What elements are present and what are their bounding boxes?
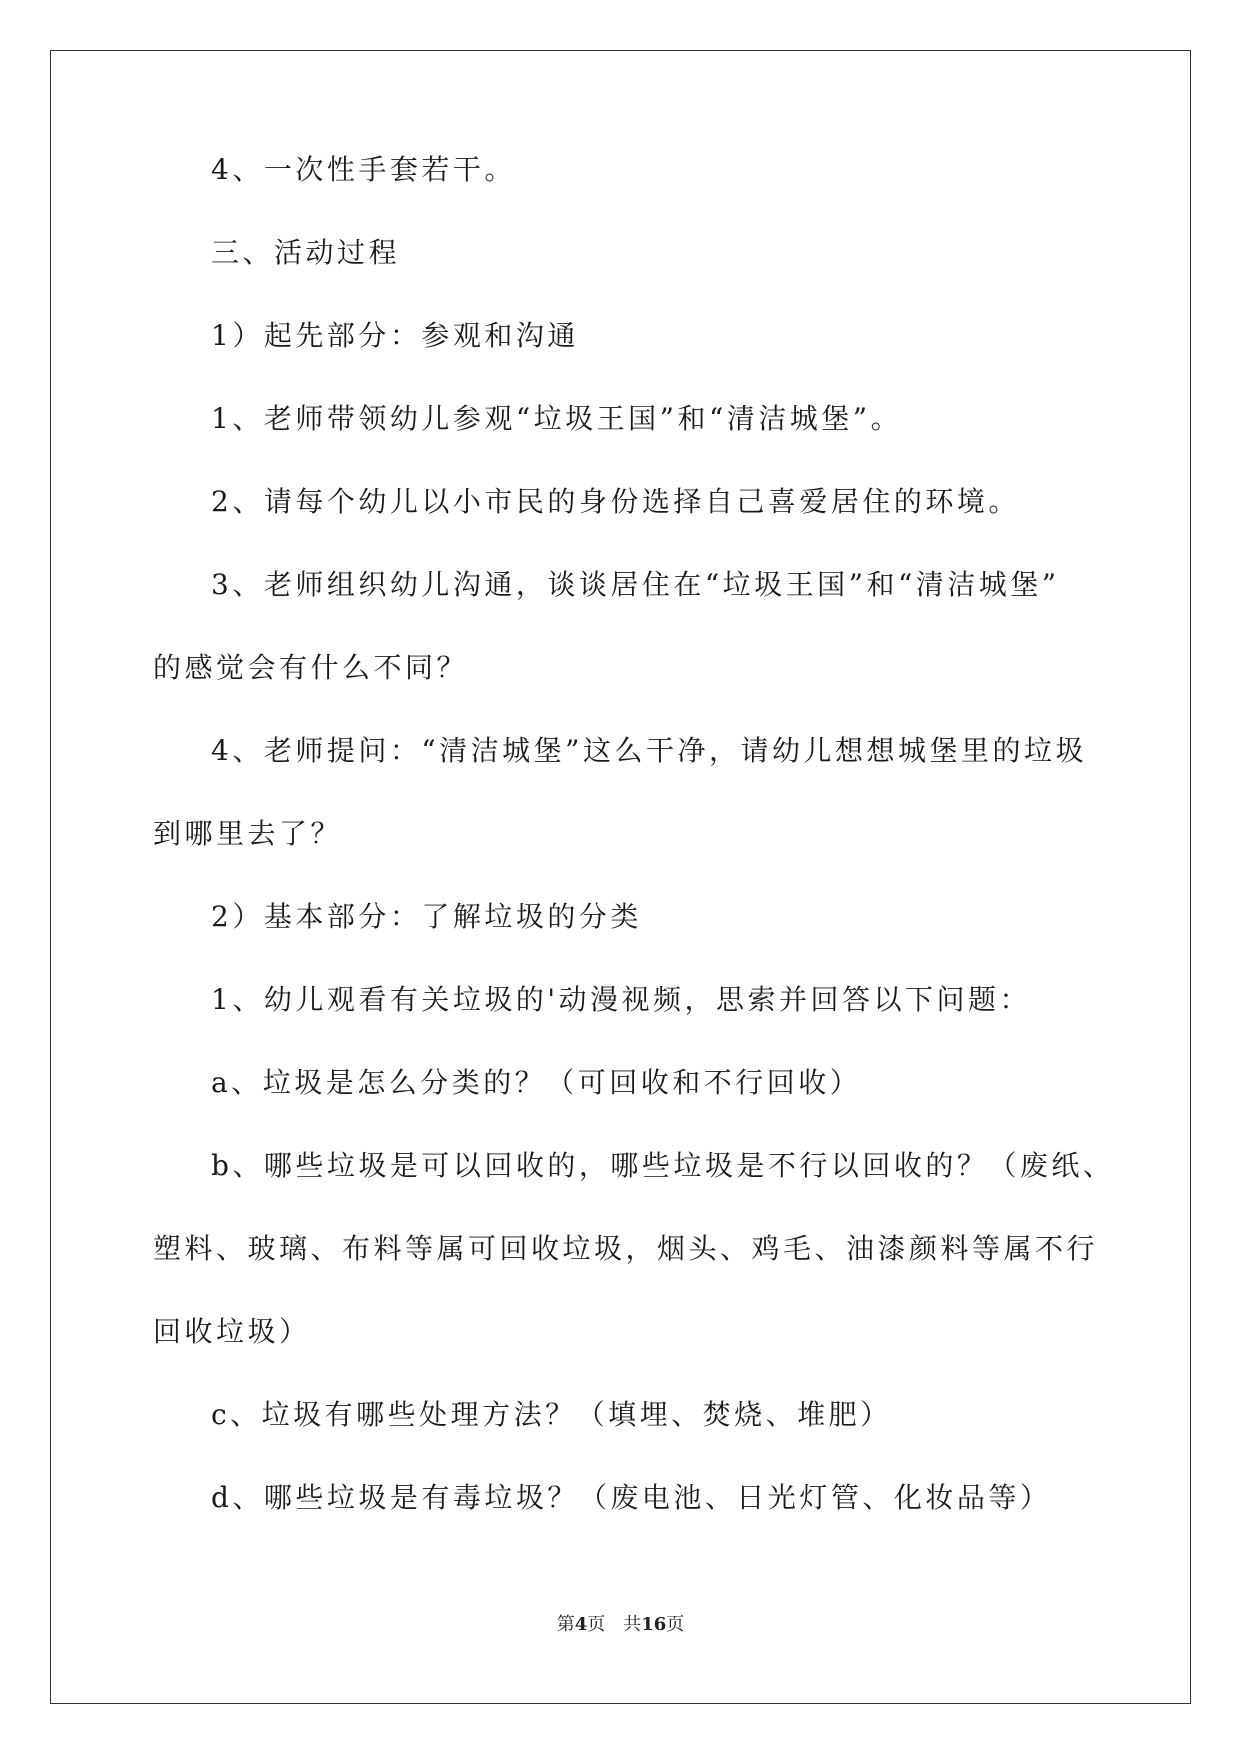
subsection-heading: 1）起先部分：参观和沟通 [211,319,579,352]
page-footer [0,1610,1241,1636]
page-suffix: 页 [587,1614,606,1635]
paragraph-line: c、垃圾有哪些处理方法？（填埋、焚烧、堆肥） [211,1398,892,1431]
paragraph-line: 3、老师组织幼儿沟通，谈谈居住在“垃圾王国”和“清洁城堡” [211,568,1060,601]
paragraph-line: 的感觉会有什么不同？ [153,651,469,684]
subsection-heading: 2）基本部分：了解垃圾的分类 [211,900,642,933]
paragraph-line: 2、请每个幼儿以小市民的身份选择自己喜爱居住的环境。 [211,485,1020,518]
paragraph-line: 到哪里去了？ [153,817,343,850]
paragraph-line: d、哪些垃圾是有毒垃圾？（废电池、日光灯管、化妆品等） [211,1481,1052,1514]
paragraph-line: 4、一次性手套若干。 [211,153,516,186]
paragraph-line: 塑料、玻璃、布料等属可回收垃圾，烟头、鸡毛、油漆颜料等属不行 [153,1232,1099,1265]
paragraph-line: 4、老师提问：“清洁城堡”这么干净，请幼儿想想城堡里的垃圾 [211,734,1087,767]
paragraph-line: a、垃圾是怎么分类的？（可回收和不行回收） [211,1066,862,1099]
paragraph-line: 回收垃圾） [153,1315,311,1348]
paragraph-line: 1、老师带领幼儿参观“垃圾王国”和“清洁城堡”。 [211,402,903,435]
total-pages: 16 [641,1614,667,1635]
total-suffix: 页 [666,1614,685,1635]
paragraph-line: b、哪些垃圾是可以回收的，哪些垃圾是不行以回收的？（废纸、 [211,1149,1115,1182]
page-number: 4 [574,1614,588,1635]
paragraph-line: 1、幼儿观看有关垃圾的'动漫视频，思索并回答以下问题： [211,983,1032,1016]
total-prefix: 共 [623,1614,642,1635]
section-heading: 三、活动过程 [211,236,401,269]
document-body [153,150,1115,1518]
page-prefix: 第 [556,1614,575,1635]
